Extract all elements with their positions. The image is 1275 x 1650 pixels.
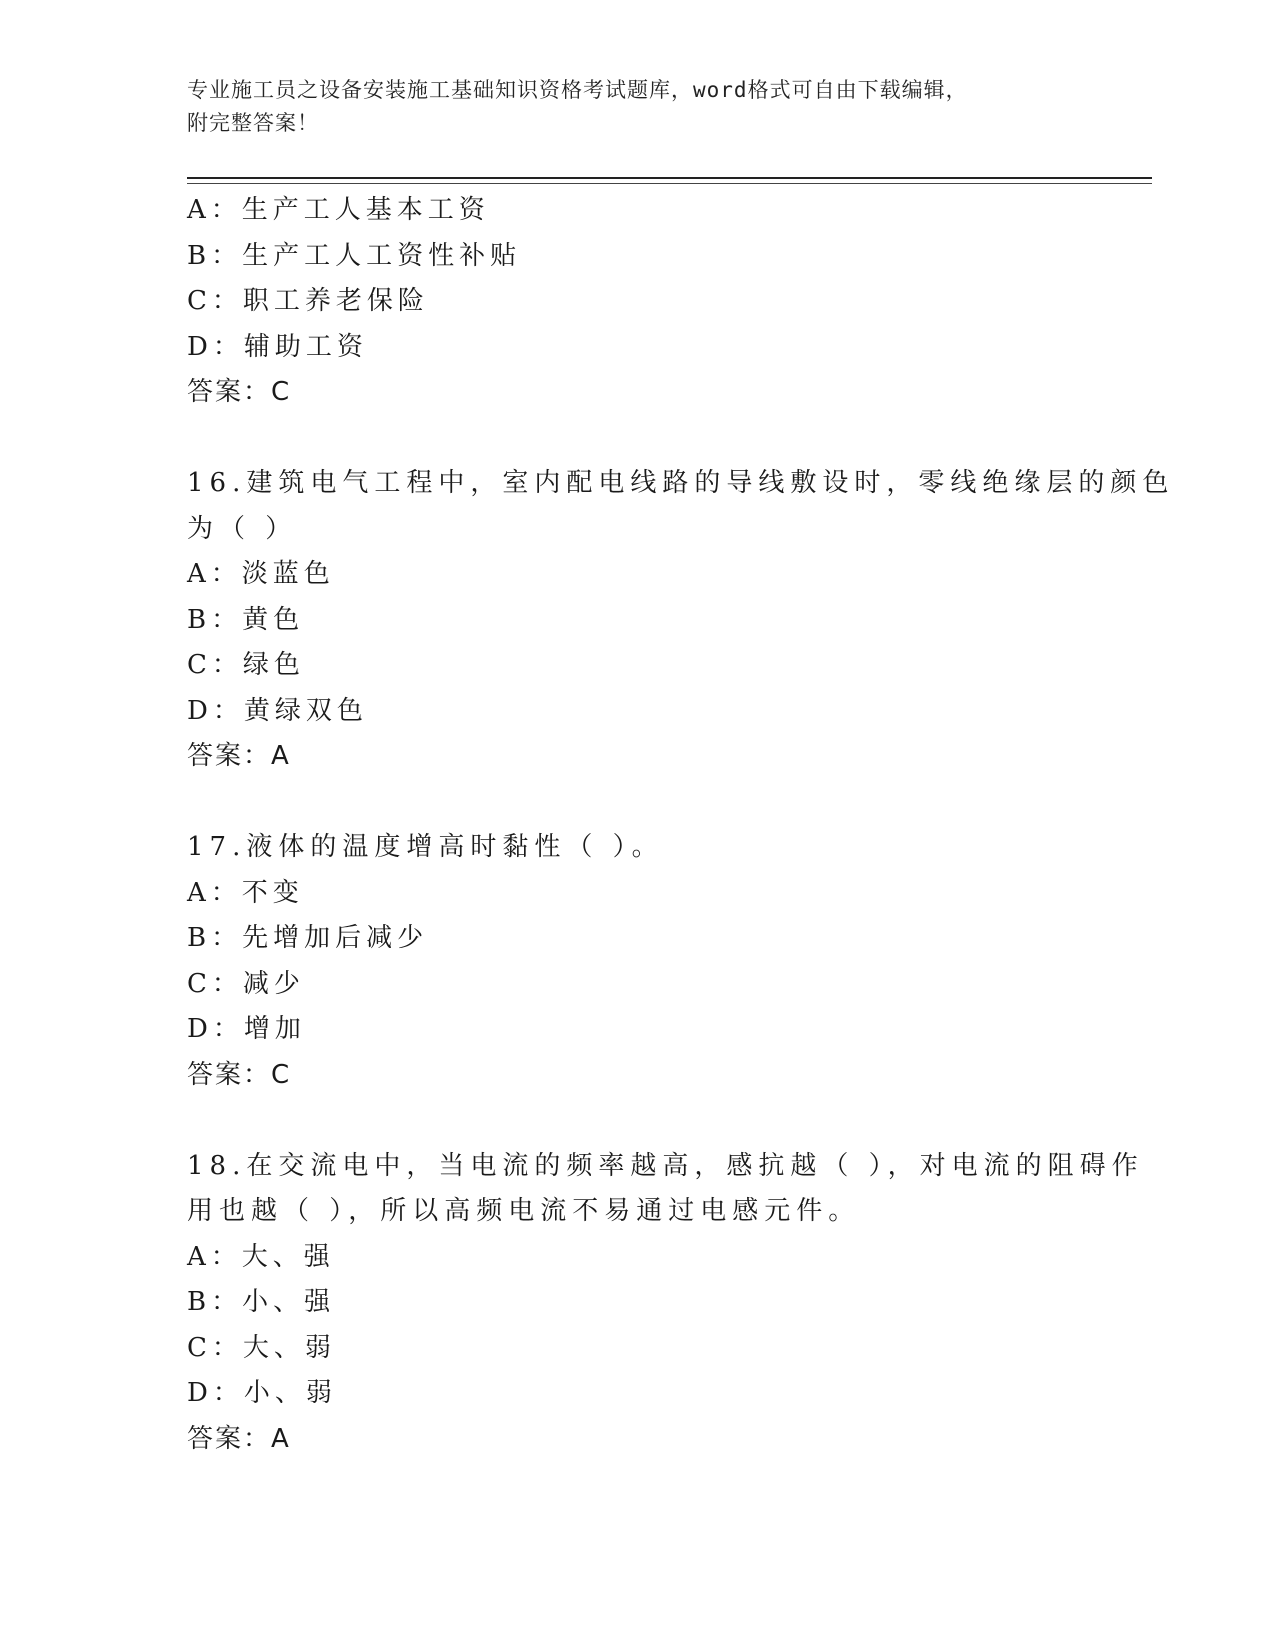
option-b: B：小、强 xyxy=(187,1287,336,1317)
option-a: A：生产工人基本工资 xyxy=(187,195,490,225)
option-c: C：大、弱 xyxy=(187,1332,336,1363)
option-b: B：生产工人工资性补贴 xyxy=(187,240,522,271)
option-c: C：绿色 xyxy=(187,650,305,680)
answer-line: 答案：A xyxy=(187,1423,291,1454)
block-spacer xyxy=(187,416,1087,462)
header-line-2: 附完整答案！ xyxy=(187,111,319,135)
option-b: B：先增加后减少 xyxy=(187,923,429,953)
option-d: D：辅助工资 xyxy=(187,331,368,362)
answer-line: 答案：C xyxy=(187,1059,292,1090)
option-d: D：小、弱 xyxy=(187,1378,337,1408)
question-stem-line-2: 用也越（ ），所以高频电流不易通过电感元件。 xyxy=(187,1196,861,1226)
header-divider-thick xyxy=(187,177,1152,179)
question-stem-line-1: 18.在交流电中，当电流的频率越高，感抗越（ ），对电流的阻碍作 xyxy=(187,1150,1144,1181)
option-d: D：增加 xyxy=(187,1014,306,1044)
option-a: A：淡蓝色 xyxy=(187,559,335,589)
question-stem-line-1: 16.建筑电气工程中，室内配电线路的导线敷设时，零线绝缘层的颜色 xyxy=(187,468,1175,498)
question-block-16 xyxy=(187,461,1175,780)
option-a: A：大、强 xyxy=(187,1241,335,1272)
option-b: B：黄色 xyxy=(187,604,305,635)
block-spacer xyxy=(187,1098,1087,1144)
document-header xyxy=(187,74,1067,140)
question-list xyxy=(187,188,1175,1462)
option-a: A：不变 xyxy=(187,877,304,908)
answer-line: 答案：A xyxy=(187,741,291,771)
answer-line: 答案：C xyxy=(187,377,292,407)
question-block-18 xyxy=(187,1144,1144,1463)
question-stem-line-1: 17.液体的温度增高时黏性（ ）。 xyxy=(187,832,664,862)
option-d: D：黄绿双色 xyxy=(187,695,368,726)
question-block-15 xyxy=(187,188,1087,416)
header-divider-thin xyxy=(187,183,1152,184)
block-spacer xyxy=(187,780,1087,826)
header-line-1: 专业施工员之设备安装施工基础知识资格考试题库，word格式可自由下载编辑， xyxy=(187,78,968,102)
option-c: C：职工养老保险 xyxy=(187,286,429,316)
question-stem-line-2: 为（ ） xyxy=(187,513,298,544)
option-c: C：减少 xyxy=(187,968,305,999)
question-block-17 xyxy=(187,825,1087,1098)
